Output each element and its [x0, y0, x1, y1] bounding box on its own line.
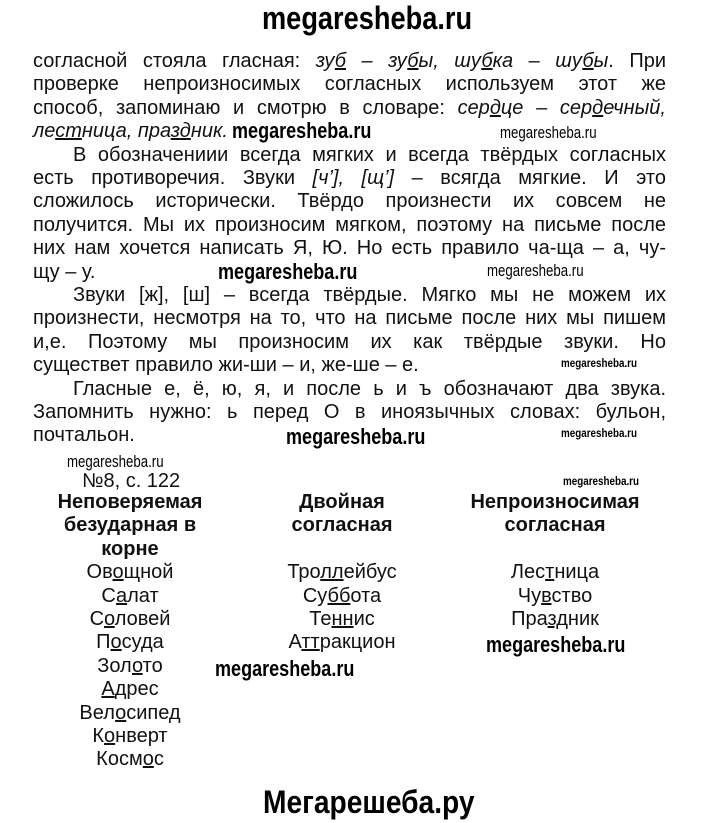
word-item [87, 561, 174, 584]
underlined-letters: о [115, 701, 127, 724]
text-segment: – всягда мягкие. И это [394, 167, 666, 189]
underlined-letters: нн [331, 608, 354, 631]
text-line [33, 307, 666, 330]
watermark: megaresheba.ru [561, 426, 638, 440]
underlined-letters: о [131, 654, 143, 677]
column-header-line: корне [101, 537, 159, 560]
word-item [309, 608, 374, 631]
text-segment: ка – шу [492, 50, 583, 72]
word-part: А [288, 631, 302, 654]
footer-watermark: Мегарешеба.ру [263, 784, 475, 820]
text-segment: В обозначениии всегда мягких и всегда твёрдых согласных [73, 143, 666, 166]
spacer [342, 538, 343, 561]
word-part: П [96, 631, 111, 654]
text-line [33, 214, 666, 237]
watermark: megaresheba.ru [67, 452, 164, 471]
word-item [97, 655, 162, 678]
text-line [33, 237, 666, 260]
word-part: сипед [126, 701, 181, 724]
word-item [96, 748, 164, 771]
word-part: С [101, 584, 117, 607]
underlined-letters: в [541, 584, 552, 607]
header-watermark: megaresheba.ru [262, 0, 473, 36]
text-segment: согласной стояла гласная: [33, 50, 316, 72]
underlined-letters: бб [327, 584, 351, 607]
column-unverified-vowel [40, 491, 220, 772]
underlined-letters: о [104, 725, 116, 748]
underlined-letters: б [481, 50, 493, 72]
text-segment: зу [315, 50, 335, 72]
word-part: Тро [287, 561, 321, 584]
text-segment: существет правило жи-ши – и, же-ше – е. [33, 354, 419, 377]
word-item [96, 631, 164, 654]
text-line [33, 167, 666, 190]
text-segment: есть противоречия. Звуки [33, 167, 313, 189]
text-segment: и,е. Поэтому мы произносим их как твёрдые звуки. Но [33, 330, 666, 353]
column-header-line: Непроизносимая [470, 491, 640, 513]
word-part: Вел [79, 701, 116, 724]
underlined-letters: ст [55, 120, 82, 143]
word-part: суда [121, 631, 164, 654]
watermark: megaresheba.ru [215, 656, 355, 681]
word-part: щной [123, 561, 174, 584]
word-part: ловей [114, 608, 171, 631]
word-part: Зол [97, 654, 132, 677]
column-header-line: Двойная [299, 491, 385, 513]
word-part: Те [309, 608, 332, 631]
text-line [73, 144, 666, 167]
text-line [73, 378, 666, 401]
word-part: дрес [114, 678, 159, 701]
word-item [101, 585, 158, 608]
word-part: ница [554, 561, 600, 584]
text-line [33, 50, 666, 73]
underlined-letters: о [112, 561, 124, 584]
column-header-line: согласная [291, 514, 393, 537]
watermark: megaresheba.ru [487, 261, 584, 280]
watermark: megaresheba.ru [561, 356, 638, 370]
text-segment: Гласные е, ё, ю, я, и после ь и ъ обозначают два звука. [73, 377, 666, 400]
word-item [92, 725, 167, 748]
word-part: ота [350, 584, 382, 607]
word-part: то [142, 654, 163, 677]
underlined-letters: А [101, 678, 115, 701]
spacer [555, 538, 556, 561]
word-part: Чу [517, 584, 542, 607]
text-segment: . При [608, 50, 667, 72]
column-silent-consonant [455, 491, 655, 631]
word-part: ейбус [343, 561, 397, 584]
word-part: Косм [96, 748, 143, 771]
word-item [90, 608, 171, 631]
underlined-letters: лл [320, 561, 344, 584]
text-line [33, 354, 419, 377]
underlined-letters: о [110, 631, 122, 654]
word-part: ство [551, 584, 593, 607]
word-item [511, 608, 599, 631]
word-part: Ов [86, 561, 113, 584]
word-part: лат [127, 584, 159, 607]
text-segment: ница, пра [81, 120, 171, 143]
text-segment: ле [33, 120, 56, 143]
word-part: ракцион [319, 631, 396, 654]
text-segment: ечный, [603, 96, 666, 119]
text-segment: проверке непроизносимых согласных используем этот же [33, 73, 666, 96]
word-part: нверт [115, 725, 168, 748]
underlined-letters: д [592, 96, 604, 119]
watermark: megaresheba.ru [486, 632, 626, 657]
text-segment: ник. [190, 120, 228, 143]
watermark: megaresheba.ru [286, 424, 426, 449]
word-item [287, 561, 396, 584]
text-segment: получится. Мы их произносим мягком, поэтому на письме после [33, 213, 666, 236]
word-part: Лес [510, 561, 546, 584]
watermark: megaresheba.ru [500, 123, 597, 142]
underlined-letters: б [407, 50, 419, 72]
text-segment: щу – у. [33, 260, 96, 283]
text-line [33, 331, 666, 354]
underlined-letters: зд [547, 608, 568, 631]
text-segment: Звуки [ж], [ш] – всегда твёрдые. Мягко мы не можем их [73, 284, 666, 306]
underlined-letters: б [582, 50, 594, 72]
watermark: megaresheba.ru [232, 118, 372, 143]
word-part: К [92, 725, 105, 748]
word-part: ис [353, 608, 375, 631]
word-item [288, 631, 395, 654]
word-item [511, 561, 599, 584]
text-line [33, 120, 228, 143]
watermark: megaresheba.ru [218, 259, 358, 284]
underlined-letters: б [334, 50, 347, 72]
text-segment: ы [593, 50, 609, 72]
text-line [33, 401, 666, 424]
text-segment: це – сер [500, 96, 593, 119]
text-line [33, 424, 135, 447]
text-line [73, 284, 666, 307]
text-line [33, 97, 666, 120]
underlined-letters: о [104, 608, 115, 631]
watermark: megaresheba.ru [563, 474, 640, 488]
word-item [518, 585, 592, 608]
word-item [101, 678, 158, 701]
underlined-letters: о [142, 748, 154, 771]
exercise-number: №8, с. 122 [82, 470, 181, 492]
column-header-line: Неповеряемая [57, 491, 203, 513]
text-segment: сложилось исторически. Твёрдо произнести их совсем не [33, 190, 666, 213]
underlined-letters: тт [301, 631, 320, 654]
word-part: с [153, 748, 164, 771]
column-double-consonant [252, 491, 432, 655]
text-line [33, 261, 95, 284]
text-segment: [ч’], [щ’] [312, 167, 395, 189]
text-segment: произнести, несмотря на то, что на письме после них мы пишем [33, 307, 666, 330]
text-segment: способ, запоминаю и смотрю в словаре: [33, 96, 458, 119]
underlined-letters: зд [170, 120, 191, 143]
underlined-letters: т [545, 561, 555, 584]
text-segment: них нам хочется написать Я, Ю. Но есть правило ча-ща – а, чу- [33, 237, 666, 260]
word-part: ник [567, 608, 599, 631]
word-part: Су [302, 584, 328, 607]
word-part: Пра [511, 608, 548, 631]
column-header-line: согласная [504, 514, 606, 537]
text-segment: сер [457, 96, 490, 119]
underlined-letters: а [116, 584, 128, 607]
text-segment: – зу [346, 50, 408, 72]
word-item [79, 702, 180, 725]
text-segment: почтальон. [33, 424, 135, 447]
column-header-line: безударная в [63, 514, 197, 537]
text-line [33, 190, 666, 213]
word-item [303, 585, 381, 608]
text-segment: ы, шу [418, 50, 482, 72]
word-part: С [89, 608, 105, 631]
text-segment: Запомнить нужно: ь перед О в иноязычных словах: бульон, [33, 401, 666, 423]
text-line [33, 73, 666, 96]
underlined-letters: д [489, 96, 501, 119]
